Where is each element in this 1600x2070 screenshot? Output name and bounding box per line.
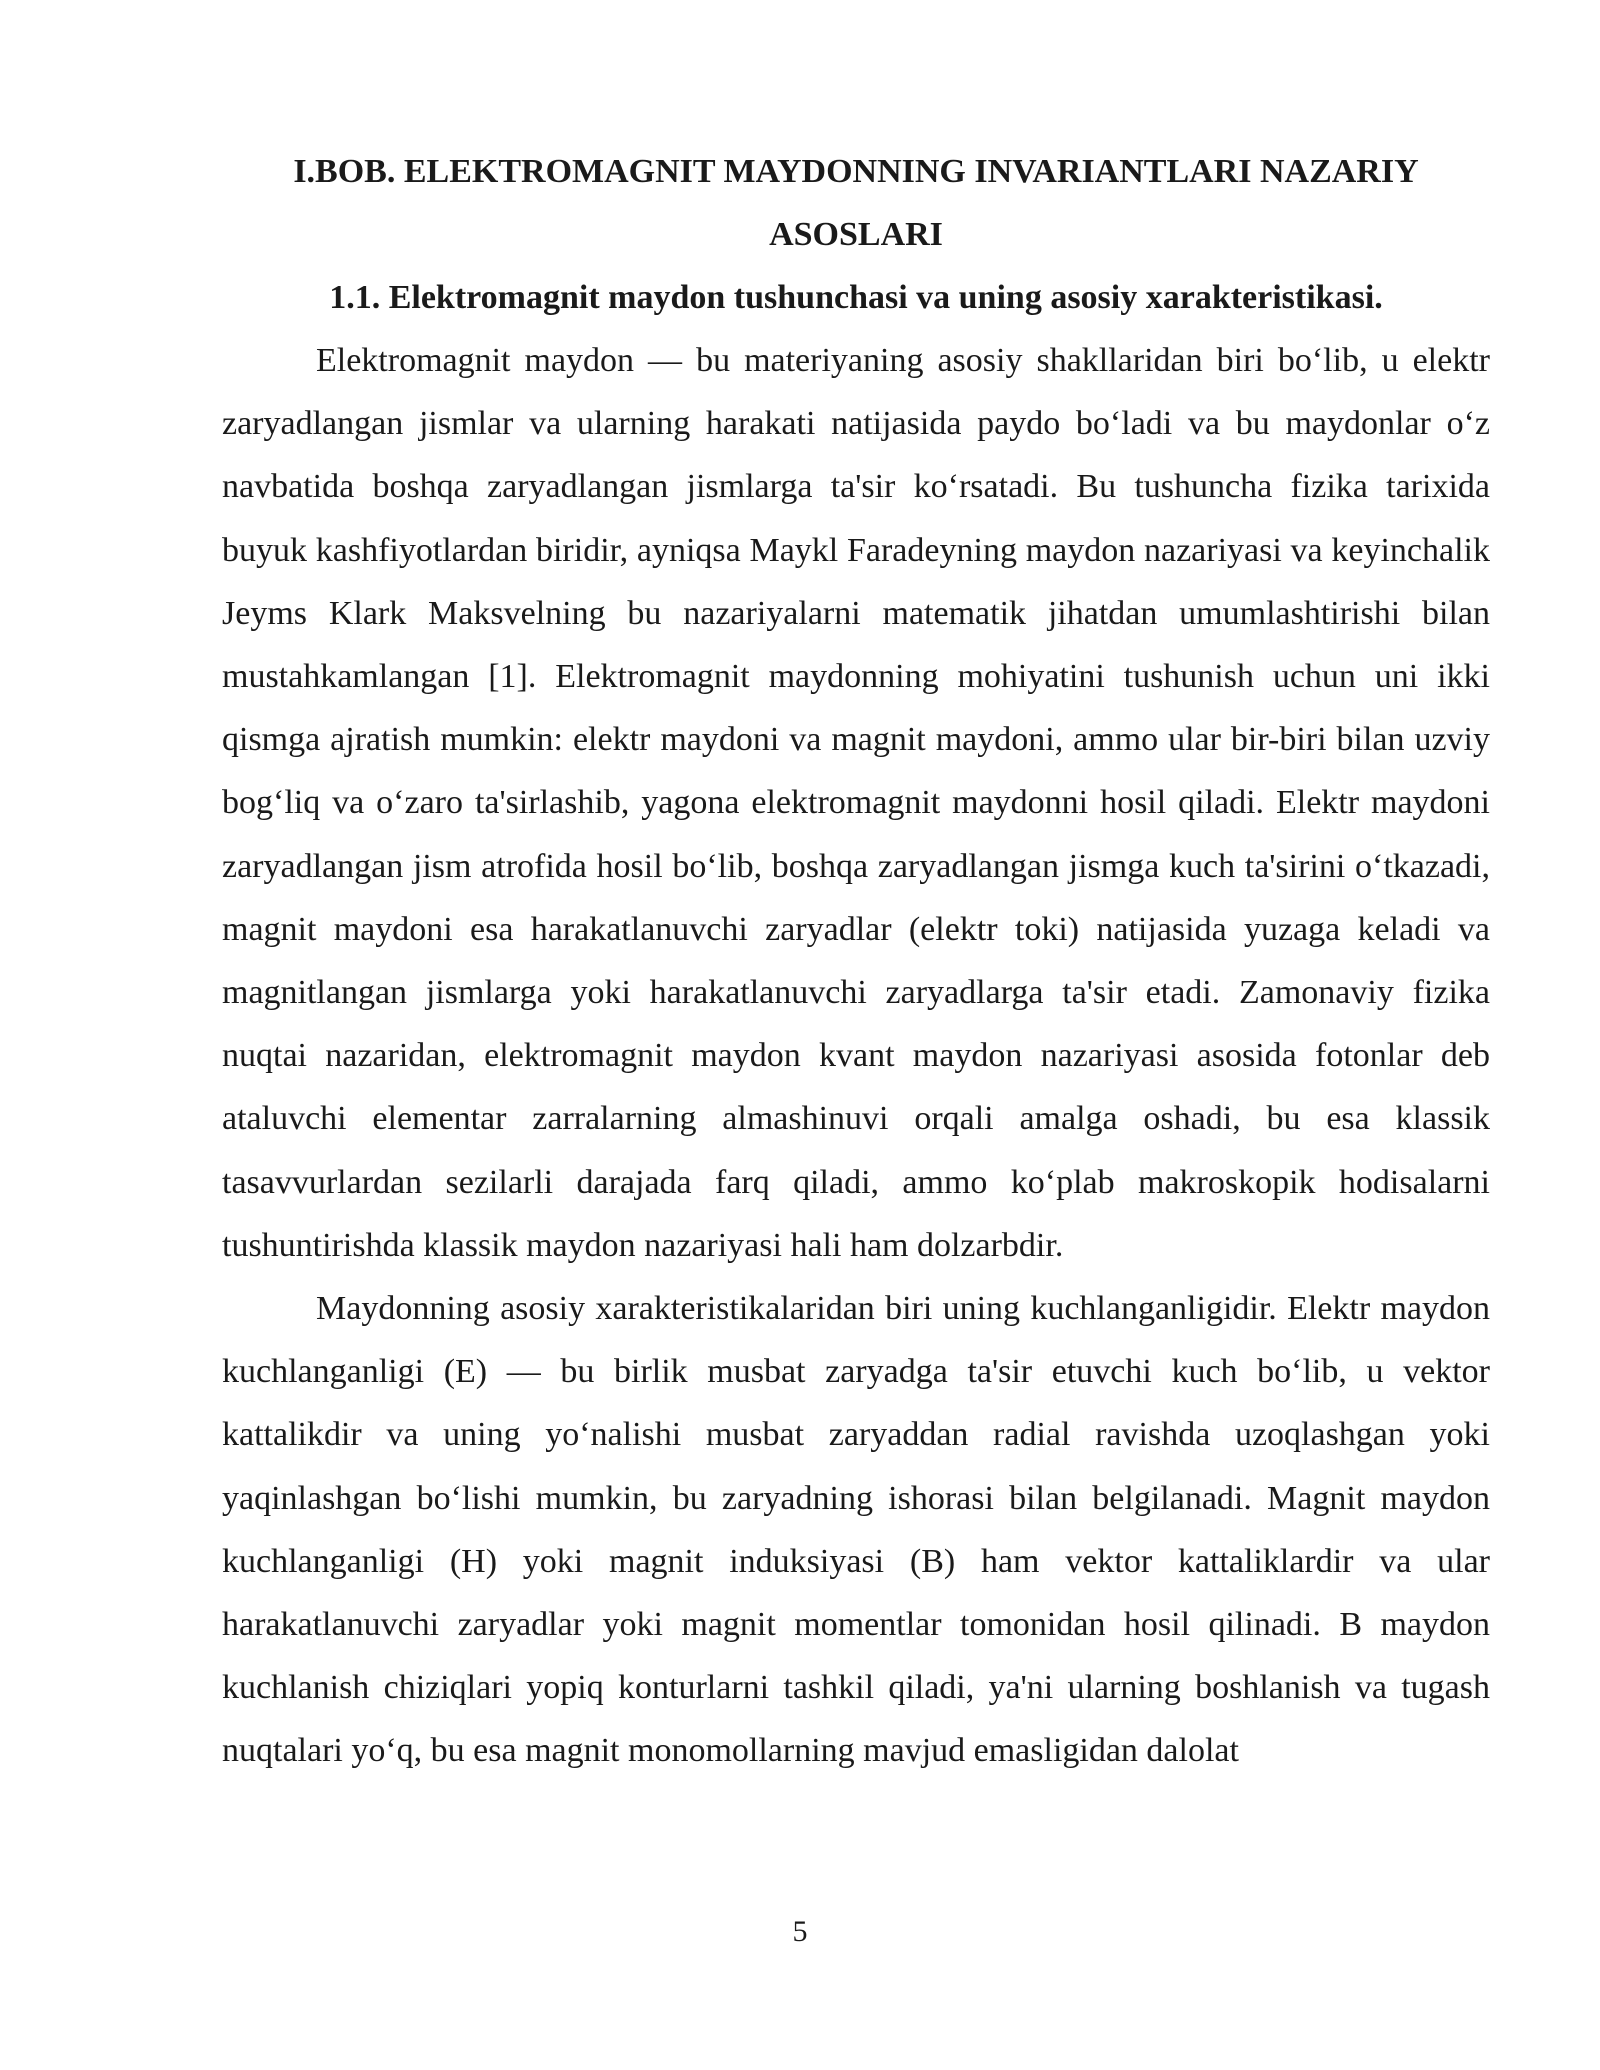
chapter-title-line-1: I.BOB. ELEKTROMAGNIT MAYDONNING INVARIANTLARI NAZARIY — [293, 153, 1419, 190]
chapter-title — [222, 140, 1490, 266]
body-paragraph-2: Maydonning asosiy xarakteristikalaridan biri uning kuchlanganligidir. Elektr maydon kuchlanganligi (E) — bu birlik musbat zaryadga ta'sir etuvchi kuch bo‘lib, u vektor kattalikdir va uning yo‘nalishi musbat zaryaddan radial ravishda uzoqlashgan yoki yaqinlashgan bo‘lishi mumkin, bu zaryadning ishorasi bilan belgilanadi. Magnit maydon kuchlanganligi (H) yoki magnit induksiyasi (B) ham vektor kattaliklardir va ular harakatlanuvchi zaryadlar yoki magnit momentlar tomonidan hosil qilinadi. B maydon kuchlanish chiziqlari yopiq konturlarni tashkil qiladi, ya'ni ularning boshlanish va tugash nuqtalari yo‘q, bu esa magnit monomollarning mavjud emasligidan dalolat — [222, 1290, 1490, 1770]
chapter-title-line-2: ASOSLARI — [769, 216, 943, 253]
document-page — [222, 140, 1490, 1783]
section-title: 1.1. Elektromagnit maydon tushunchasi va uning asosiy xarakteristikasi. — [329, 279, 1383, 316]
body-paragraph-1: Elektromagnit maydon — bu materiyaning asosiy shakllaridan biri bo‘lib, u elektr zaryadlangan jismlar va ularning harakati natijasida paydo bo‘ladi va bu maydonlar o‘z navbatida boshqa zaryadlangan jismlarga ta'sir ko‘rsatadi. Bu tushuncha fizika tarixida buyuk kashfiyotlardan biridir, ayniqsa Maykl Faradeyning maydon nazariyasi va keyinchalik Jeyms Klark Maksvelning bu nazariyalarni matematik jihatdan umumlashtirishi bilan mustahkamlangan [1]. Elektromagnit maydonning mohiyatini tushunish uchun uni ikki qismga ajratish mumkin: elektr maydoni va magnit maydoni, ammo ular bir-biri bilan uzviy bog‘liq va o‘zaro ta'sirlashib, yagona elektromagnit maydonni hosil qiladi. Elektr maydoni zaryadlangan jism atrofida hosil bo‘lib, boshqa zaryadlangan jismga kuch ta'sirini o‘tkazadi, magnit maydoni esa harakatlanuvchi zaryadlar (elektr toki) natijasida yuzaga keladi va magnitlangan jismlarga yoki harakatlanuvchi zaryadlarga ta'sir etadi. Zamonaviy fizika nuqtai nazaridan, elektromagnit maydon kvant maydon nazariyasi asosida fotonlar deb ataluvchi elementar zarralarning almashinuvi orqali amalga oshadi, bu esa klassik tasavvurlardan sezilarli darajada farq qiladi, ammo ko‘plab makroskopik hodisalarni tushuntirishda klassik maydon nazariyasi hali ham dolzarbdir. — [222, 342, 1490, 1264]
page-number: 5 — [792, 1915, 808, 1948]
